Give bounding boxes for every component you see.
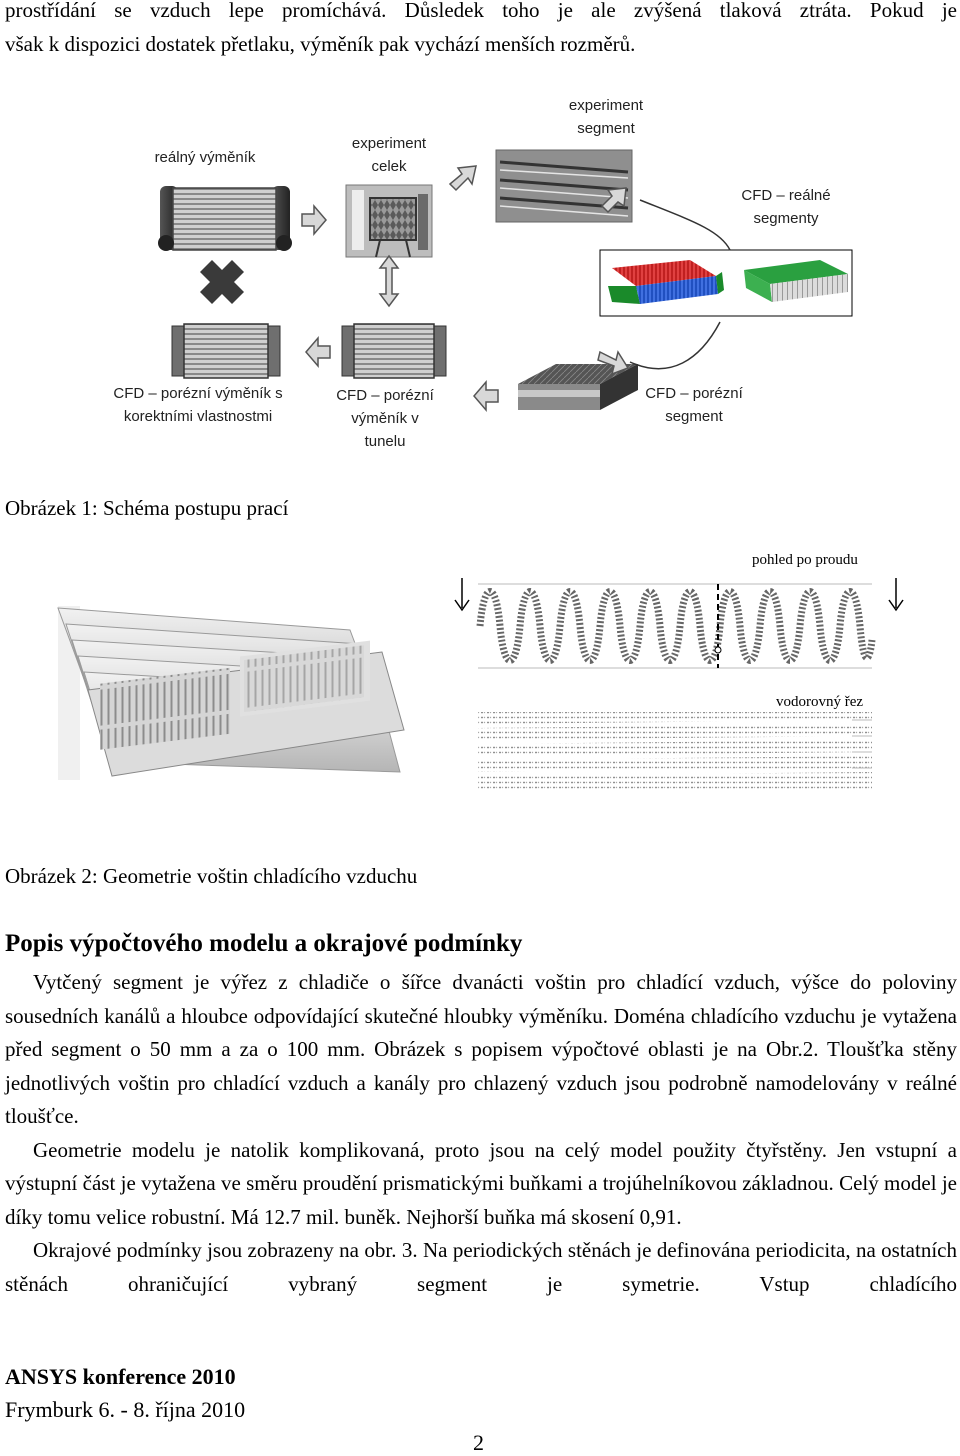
- label-experiment-segment: experiment segment: [568, 97, 644, 137]
- figure-2-caption: Obrázek 2: Geometrie voštin chladícího vzduchu: [5, 864, 418, 888]
- flow-view-image: [455, 578, 903, 668]
- label-real-exchanger: reálný výměník: [154, 149, 256, 166]
- cfd-real-segments-image: [600, 250, 852, 316]
- label-horizontal-cut: vodorovný řez: [776, 694, 864, 710]
- real-exchanger-image: [158, 186, 292, 251]
- label-experiment-whole: experiment celek: [351, 135, 427, 175]
- cfd-porous-corrected-image: [172, 324, 280, 378]
- cfd-porous-tunnel-image: [342, 324, 446, 378]
- figure-1-caption: Obrázek 1: Schéma postupu prací: [5, 496, 289, 520]
- label-cfd-porous-corrected: CFD – porézní výměník s korektními vlastnostmi: [113, 385, 283, 425]
- intro-line-2: však k dispozici dostatek přetlaku, výměník pak vychází menších rozměrů.: [5, 31, 636, 56]
- label-cfd-porous-segment: CFD – porézní segment: [645, 385, 743, 425]
- label-flow-view: pohled po proudu: [752, 552, 858, 568]
- horizontal-cut-image: [478, 712, 872, 790]
- experiment-segment-image: [496, 150, 632, 222]
- paragraph-3: Okrajové podmínky jsou zobrazeny na obr. 3. Na periodických stěnách je definována periodicita, na ostatních stěnách ohraničující vybraný segment je symetrie. Vstup chladícího: [5, 1238, 957, 1296]
- label-cfd-porous-tunnel: CFD – porézní výměník v tunelu: [336, 387, 434, 450]
- paragraph-1: Vytčený segment je výřez z chladiče o šířce dvanácti voštin pro chladící vzduch, výšce do poloviny sousedních kanálů a hloubce odpovídající skutečné hloubky výměníku. Doména chladícího vzduchu je vytažena před segment o 50 mm a za o 100 mm. Obrázek s popisem výpočtové oblasti je na Obr.2. Tloušťka stěny jednotlivých voštin pro chladící vzduch a kanály pro chlazený vzduch jsou podrobně namodelovány v reálné tloušťce.: [5, 970, 957, 1128]
- footer-place-date: Frymburk 6. - 8. října 2010: [5, 1397, 246, 1422]
- footer-conference: ANSYS konference 2010: [5, 1364, 236, 1389]
- louvered-fins-image: [58, 606, 404, 780]
- page-number: 2: [473, 1430, 484, 1455]
- figure-2-geometry: [0, 540, 960, 810]
- paragraph-2: Geometrie modelu je natolik komplikovaná, proto jsou na celý model použity čtyřstěny. Jen vstupní a výstupní část je vytažena ve směru proudění prismatickými buňkami a trojúhelníkovou základnou. Celý model je díky tomu velice robustní. Má 12.7 mil. buněk. Nejhorší buňka má skosení 0,91.: [5, 1137, 957, 1229]
- section-body: [5, 966, 957, 1301]
- experiment-whole-image: [346, 185, 432, 257]
- intro-line-1: prostřídání se vzduch lepe promíchává. Důsledek toho je ale zvýšená tlaková ztráta. Pokud je: [5, 0, 957, 22]
- figure-1-schema: [0, 90, 960, 460]
- section-heading: Popis výpočtového modelu a okrajové podmínky: [5, 930, 523, 957]
- label-cfd-real-segments: CFD – reálné segmenty: [741, 187, 831, 227]
- figure-2-graphics: [0, 540, 960, 810]
- intro-text: [5, 0, 957, 61]
- cross-icon: [200, 260, 244, 304]
